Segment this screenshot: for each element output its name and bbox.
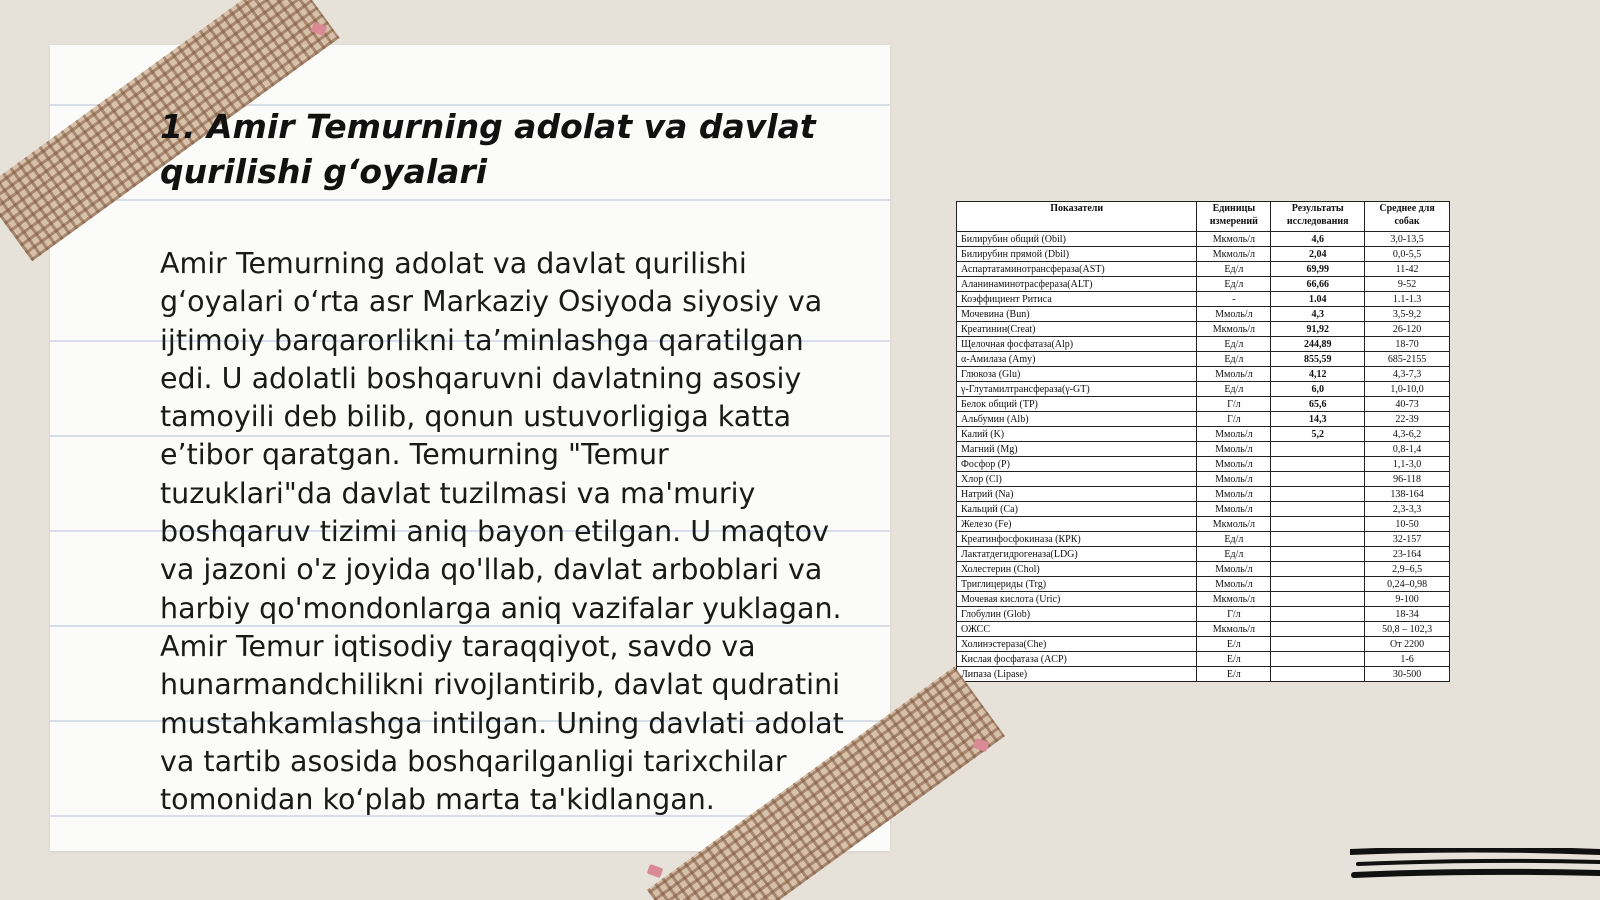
- cell-reference: 40-73: [1365, 397, 1450, 412]
- table-row: [957, 592, 1450, 607]
- cell-units: Ед/л: [1197, 262, 1271, 277]
- cell-reference: 138-164: [1365, 487, 1450, 502]
- cell-units: Г/л: [1197, 397, 1271, 412]
- cell-result: [1271, 652, 1365, 667]
- cell-result: [1271, 532, 1365, 547]
- table-body: [957, 232, 1450, 682]
- cell-result: 5,2: [1271, 427, 1365, 442]
- cell-indicator: Билирубин общий (Obil): [957, 232, 1197, 247]
- header-indicator: Показатели: [957, 202, 1197, 232]
- cell-result: [1271, 442, 1365, 457]
- cell-units: -: [1197, 292, 1271, 307]
- brush-strokes-decoration: [1350, 848, 1600, 888]
- table-row: [957, 472, 1450, 487]
- cell-indicator: Мочевая кислота (Uric): [957, 592, 1197, 607]
- table-row: [957, 232, 1450, 247]
- table-row: [957, 322, 1450, 337]
- cell-indicator: Лактатдегидрогеназа(LDG): [957, 547, 1197, 562]
- cell-result: [1271, 637, 1365, 652]
- cell-units: Ед/л: [1197, 277, 1271, 292]
- cell-reference: 2,9–6,5: [1365, 562, 1450, 577]
- cell-units: Ед/л: [1197, 532, 1271, 547]
- cell-indicator: α-Амилаза (Amy): [957, 352, 1197, 367]
- cell-units: Г/л: [1197, 412, 1271, 427]
- cell-indicator: Щелочная фосфатаза(Alp): [957, 337, 1197, 352]
- cell-result: 66,66: [1271, 277, 1365, 292]
- cell-indicator: Липаза (Lipase): [957, 667, 1197, 682]
- cell-indicator: Триглицериды (Trg): [957, 577, 1197, 592]
- cell-result: 14,3: [1271, 412, 1365, 427]
- table-row: [957, 307, 1450, 322]
- table-row: [957, 562, 1450, 577]
- cell-reference: 22-39: [1365, 412, 1450, 427]
- cell-result: [1271, 457, 1365, 472]
- cell-units: Ммоль/л: [1197, 427, 1271, 442]
- slide-body-text: Amir Temurning adolat va davlat qurilishi g‘oyalari o‘rta asr Markaziy Osiyoda siyosiy va ijtimoiy barqarorlikni ta’minlashga qaratilgan edi. U adolatli boshqaruvni davlatning asosiy tamoyili deb bilib, qonun ustuvorligiga katta e’tibor qaratgan. Temurning "Temur tuzuklari"da davlat tuzilmasi va ma'muriy boshqaruv tizimi aniq bayon etilgan. U maqtov va jazoni o'z joyida qo'llab, davlat arboblari va harbiy qo'mondonlarga aniq vazifalar yuklagan. Amir Temur iqtisodiy taraqqiyot, savdo va hunarmandchilikni rivojlantirib, davlat qudratini mustahkamlashga intilgan. Uning davlati adolat va tartib asosida boshqarilganligi tarixchilar tomonidan ko‘plab marta ta'kidlangan.: [160, 247, 844, 817]
- table-row: [957, 397, 1450, 412]
- cell-indicator: Глобулин (Glob): [957, 607, 1197, 622]
- table-row: [957, 502, 1450, 517]
- cell-units: Ед/л: [1197, 337, 1271, 352]
- cell-indicator: Железо (Fe): [957, 517, 1197, 532]
- table-row: [957, 637, 1450, 652]
- cell-indicator: Билирубин прямой (Dbil): [957, 247, 1197, 262]
- cell-reference: 10-50: [1365, 517, 1450, 532]
- cell-indicator: ОЖСС: [957, 622, 1197, 637]
- cell-indicator: γ-Глутамилтрансфераза(γ-GT): [957, 382, 1197, 397]
- tape-pin-decoration: [647, 864, 664, 878]
- header-results: Результаты исследования: [1271, 202, 1365, 232]
- cell-indicator: Кислая фосфатаза (ACP): [957, 652, 1197, 667]
- cell-reference: 96-118: [1365, 472, 1450, 487]
- cell-result: 855,59: [1271, 352, 1365, 367]
- cell-reference: 4,3-7,3: [1365, 367, 1450, 382]
- lab-results-table: [956, 201, 1450, 682]
- table-row: [957, 352, 1450, 367]
- cell-result: 1.04: [1271, 292, 1365, 307]
- table-row: [957, 577, 1450, 592]
- cell-result: 244,89: [1271, 337, 1365, 352]
- cell-result: [1271, 607, 1365, 622]
- cell-units: Мкмоль/л: [1197, 232, 1271, 247]
- table-row: [957, 277, 1450, 292]
- cell-indicator: Магний (Mg): [957, 442, 1197, 457]
- cell-reference: 3,5-9,2: [1365, 307, 1450, 322]
- cell-units: Ммоль/л: [1197, 487, 1271, 502]
- cell-result: 4,3: [1271, 307, 1365, 322]
- cell-units: Ммоль/л: [1197, 472, 1271, 487]
- cell-reference: 1-6: [1365, 652, 1450, 667]
- cell-result: 65,6: [1271, 397, 1365, 412]
- table-row: [957, 427, 1450, 442]
- cell-indicator: Фосфор (P): [957, 457, 1197, 472]
- cell-units: Е/л: [1197, 637, 1271, 652]
- table-row: [957, 292, 1450, 307]
- cell-indicator: Альбумин (Alb): [957, 412, 1197, 427]
- cell-result: [1271, 667, 1365, 682]
- table-row: [957, 247, 1450, 262]
- cell-reference: 1.1-1.3: [1365, 292, 1450, 307]
- cell-result: [1271, 562, 1365, 577]
- cell-indicator: Натрий (Na): [957, 487, 1197, 502]
- cell-indicator: Белок общий (TP): [957, 397, 1197, 412]
- cell-result: [1271, 517, 1365, 532]
- cell-reference: 0,8-1,4: [1365, 442, 1450, 457]
- cell-result: 91,92: [1271, 322, 1365, 337]
- cell-units: Г/л: [1197, 607, 1271, 622]
- table-row: [957, 457, 1450, 472]
- cell-units: Ммоль/л: [1197, 442, 1271, 457]
- cell-result: 2,04: [1271, 247, 1365, 262]
- cell-reference: 23-164: [1365, 547, 1450, 562]
- cell-units: Мкмоль/л: [1197, 517, 1271, 532]
- cell-indicator: Холестерин (Chol): [957, 562, 1197, 577]
- cell-result: [1271, 577, 1365, 592]
- cell-units: Ммоль/л: [1197, 457, 1271, 472]
- cell-indicator: Коэффициент Ритиса: [957, 292, 1197, 307]
- table-row: [957, 667, 1450, 682]
- cell-indicator: Мочевина (Bun): [957, 307, 1197, 322]
- cell-indicator: Глюкоза (Glu): [957, 367, 1197, 382]
- cell-reference: 685-2155: [1365, 352, 1450, 367]
- cell-units: Ед/л: [1197, 382, 1271, 397]
- cell-reference: 3,0-13,5: [1365, 232, 1450, 247]
- cell-units: Ммоль/л: [1197, 367, 1271, 382]
- cell-reference: 26-120: [1365, 322, 1450, 337]
- lab-results-table-image: [956, 201, 1450, 682]
- cell-result: 4,12: [1271, 367, 1365, 382]
- cell-indicator: Хлор (Cl): [957, 472, 1197, 487]
- cell-units: Ммоль/л: [1197, 562, 1271, 577]
- cell-reference: 1,0-10,0: [1365, 382, 1450, 397]
- cell-reference: От 2200: [1365, 637, 1450, 652]
- cell-reference: 0,0-5,5: [1365, 247, 1450, 262]
- cell-units: Е/л: [1197, 667, 1271, 682]
- table-row: [957, 262, 1450, 277]
- slide-title: 1. Amir Temurning adolat va davlat qurilishi g‘oyalari: [160, 107, 816, 191]
- cell-units: Мкмоль/л: [1197, 622, 1271, 637]
- table-row: [957, 622, 1450, 637]
- table-row: [957, 532, 1450, 547]
- cell-units: Ммоль/л: [1197, 307, 1271, 322]
- table-row: [957, 442, 1450, 457]
- table-row: [957, 487, 1450, 502]
- cell-indicator: Калий (K): [957, 427, 1197, 442]
- table-row: [957, 412, 1450, 427]
- cell-indicator: Холинэстераза(Che): [957, 637, 1197, 652]
- cell-reference: 50,8 – 102,3: [1365, 622, 1450, 637]
- table-row: [957, 367, 1450, 382]
- cell-units: Мкмоль/л: [1197, 322, 1271, 337]
- cell-result: [1271, 622, 1365, 637]
- cell-result: [1271, 547, 1365, 562]
- header-reference: Среднее для собак: [1365, 202, 1450, 232]
- cell-units: Е/л: [1197, 652, 1271, 667]
- cell-units: Ммоль/л: [1197, 577, 1271, 592]
- cell-result: 69,99: [1271, 262, 1365, 277]
- cell-reference: 18-34: [1365, 607, 1450, 622]
- cell-units: Ед/л: [1197, 352, 1271, 367]
- cell-indicator: Аспартатаминотрансфераза(AST): [957, 262, 1197, 277]
- cell-units: Ммоль/л: [1197, 502, 1271, 517]
- cell-result: [1271, 592, 1365, 607]
- cell-indicator: Кальций (Ca): [957, 502, 1197, 517]
- cell-units: Мкмоль/л: [1197, 592, 1271, 607]
- cell-result: [1271, 487, 1365, 502]
- cell-units: Ед/л: [1197, 547, 1271, 562]
- cell-reference: 30-500: [1365, 667, 1450, 682]
- table-row: [957, 607, 1450, 622]
- table-header-row: [957, 202, 1450, 232]
- cell-reference: 9-100: [1365, 592, 1450, 607]
- cell-result: 4,6: [1271, 232, 1365, 247]
- cell-reference: 11-42: [1365, 262, 1450, 277]
- cell-result: 6,0: [1271, 382, 1365, 397]
- cell-indicator: Креатинин(Creat): [957, 322, 1197, 337]
- cell-reference: 18-70: [1365, 337, 1450, 352]
- header-units: Единицы измерений: [1197, 202, 1271, 232]
- table-row: [957, 547, 1450, 562]
- cell-reference: 9-52: [1365, 277, 1450, 292]
- cell-result: [1271, 472, 1365, 487]
- cell-indicator: Аланинаминотрасфераза(ALT): [957, 277, 1197, 292]
- table-row: [957, 652, 1450, 667]
- cell-reference: 0,24–0,98: [1365, 577, 1450, 592]
- table-row: [957, 382, 1450, 397]
- cell-indicator: Креатинфосфокиназа (КРК): [957, 532, 1197, 547]
- cell-reference: 1,1-3,0: [1365, 457, 1450, 472]
- table-row: [957, 517, 1450, 532]
- cell-reference: 2,3-3,3: [1365, 502, 1450, 517]
- cell-result: [1271, 502, 1365, 517]
- cell-reference: 4,3-6,2: [1365, 427, 1450, 442]
- cell-reference: 32-157: [1365, 532, 1450, 547]
- table-row: [957, 337, 1450, 352]
- cell-units: Мкмоль/л: [1197, 247, 1271, 262]
